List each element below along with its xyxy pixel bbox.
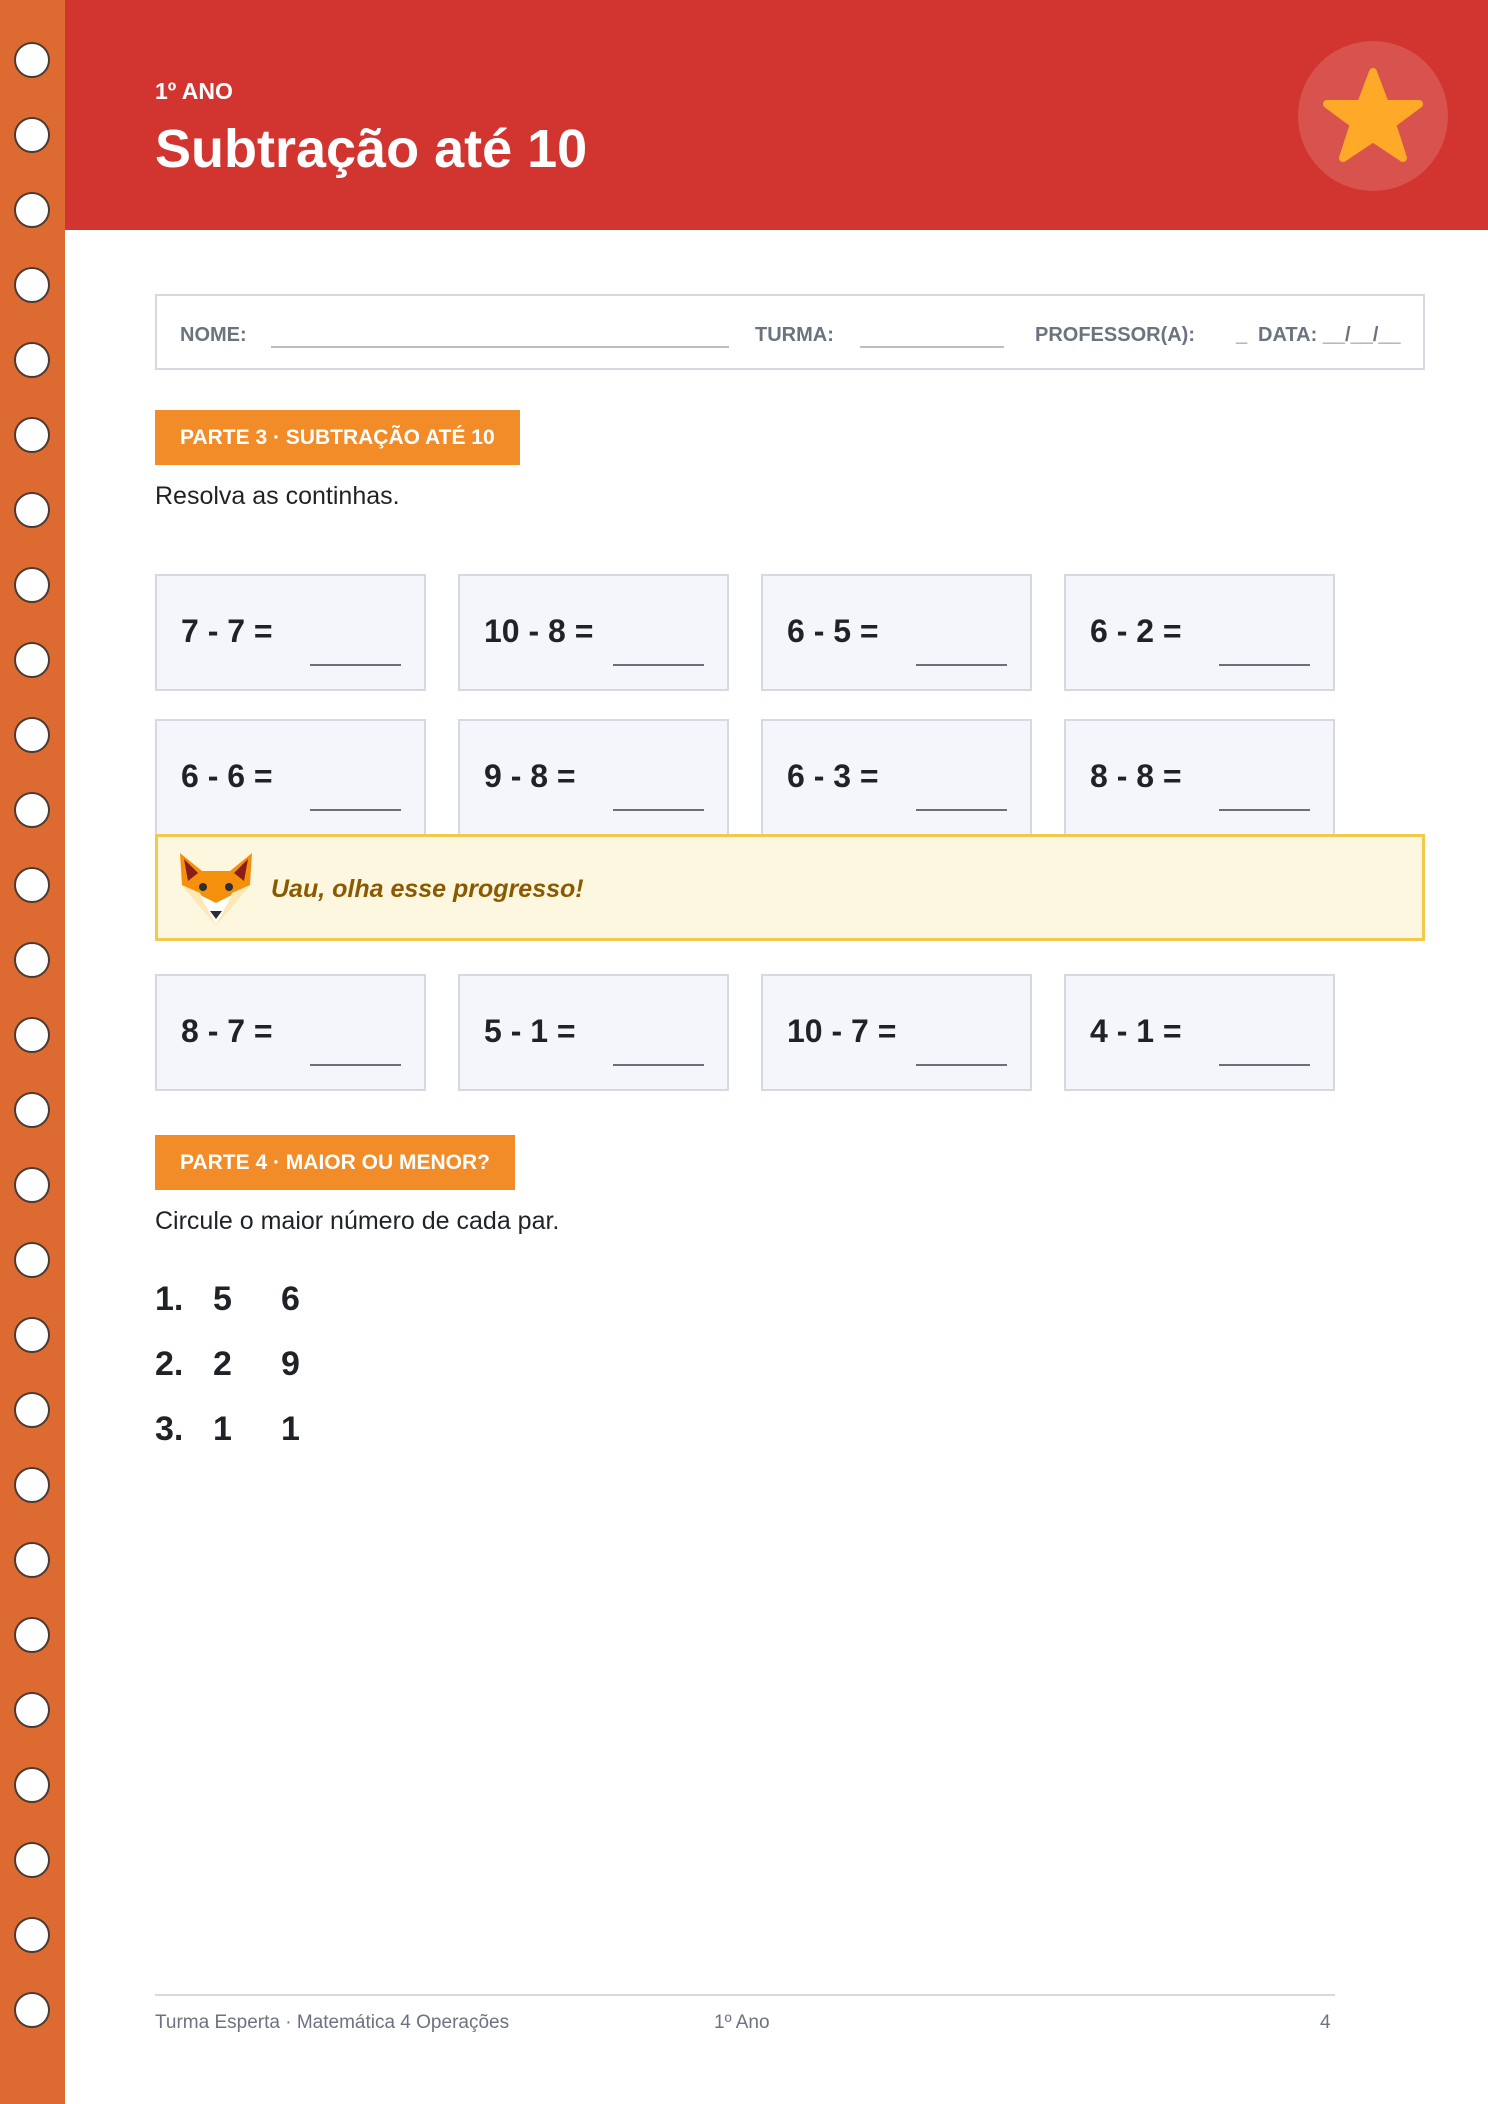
binding-hole xyxy=(14,1617,50,1653)
page-title: Subtração até 10 xyxy=(155,119,588,179)
star-icon xyxy=(1323,66,1423,166)
compare-number-b[interactable]: 6 xyxy=(281,1280,300,1318)
problem-card xyxy=(155,974,426,1091)
answer-line[interactable] xyxy=(613,664,704,666)
encouragement-callout xyxy=(155,834,1425,941)
problem-card xyxy=(155,574,426,691)
binding-hole xyxy=(14,1467,50,1503)
class-label: TURMA: xyxy=(755,324,834,346)
binding-hole xyxy=(14,267,50,303)
footer-left: Turma Esperta · Matemática 4 Operações xyxy=(155,2012,510,2033)
binding-hole xyxy=(14,867,50,903)
binding-hole xyxy=(14,1242,50,1278)
answer-line[interactable] xyxy=(916,664,1007,666)
binding-hole xyxy=(14,342,50,378)
compare-number-a[interactable]: 5 xyxy=(213,1280,232,1318)
problem-text: 6 - 3 = xyxy=(787,758,879,794)
binding-hole xyxy=(14,1017,50,1053)
answer-line[interactable] xyxy=(613,1064,704,1066)
problem-text: 10 - 8 = xyxy=(484,613,594,649)
date-field[interactable]: DATA: __/__/__ xyxy=(1258,324,1401,346)
binding-hole xyxy=(14,1992,50,2028)
compare-number-a[interactable]: 2 xyxy=(213,1345,232,1383)
problem-text: 8 - 8 = xyxy=(1090,758,1182,794)
binding-hole xyxy=(14,567,50,603)
teacher-field[interactable]: _ xyxy=(1236,324,1248,346)
teacher-label: PROFESSOR(A): xyxy=(1035,324,1195,346)
answer-line[interactable] xyxy=(310,1064,401,1066)
part3-instruction: Resolva as continhas. xyxy=(155,482,400,510)
compare-number-b[interactable]: 9 xyxy=(281,1345,300,1383)
answer-line[interactable] xyxy=(310,664,401,666)
binding-hole xyxy=(14,42,50,78)
binding-hole xyxy=(14,117,50,153)
binding-hole xyxy=(14,417,50,453)
problem-card xyxy=(761,974,1032,1091)
binding-hole xyxy=(14,1842,50,1878)
answer-line[interactable] xyxy=(310,809,401,811)
binding-hole xyxy=(14,642,50,678)
answer-line[interactable] xyxy=(1219,664,1310,666)
compare-number-a[interactable]: 1 xyxy=(213,1410,232,1448)
binding-hole xyxy=(14,942,50,978)
binding-hole xyxy=(14,1542,50,1578)
item-number: 2. xyxy=(155,1345,184,1383)
problem-text: 6 - 5 = xyxy=(787,613,879,649)
grade-label: 1º ANO xyxy=(155,78,233,104)
answer-line[interactable] xyxy=(916,1064,1007,1066)
binding-hole xyxy=(14,1317,50,1353)
problem-text: 9 - 8 = xyxy=(484,758,576,794)
footer-center: 1º Ano xyxy=(714,2012,770,2033)
binding-hole xyxy=(14,1167,50,1203)
problem-card xyxy=(1064,719,1335,836)
binding-hole xyxy=(14,1917,50,1953)
problem-text: 6 - 6 = xyxy=(181,758,273,794)
binding-hole xyxy=(14,1392,50,1428)
problem-card xyxy=(458,574,729,691)
problem-text: 8 - 7 = xyxy=(181,1013,273,1049)
problem-text: 10 - 7 = xyxy=(787,1013,897,1049)
part3-tag: PARTE 3 · SUBTRAÇÃO ATÉ 10 xyxy=(155,410,520,465)
problem-text: 6 - 2 = xyxy=(1090,613,1182,649)
binding-hole xyxy=(14,792,50,828)
problem-card xyxy=(458,974,729,1091)
part4-instruction: Circule o maior número de cada par. xyxy=(155,1207,560,1235)
problem-card xyxy=(761,719,1032,836)
answer-line[interactable] xyxy=(1219,1064,1310,1066)
binding-hole xyxy=(14,1767,50,1803)
part4-tag: PARTE 4 · MAIOR OU MENOR? xyxy=(155,1135,515,1190)
problem-text: 5 - 1 = xyxy=(484,1013,576,1049)
binding-hole xyxy=(14,717,50,753)
answer-line[interactable] xyxy=(1219,809,1310,811)
item-number: 3. xyxy=(155,1410,184,1448)
answer-line[interactable] xyxy=(916,809,1007,811)
callout-text: Uau, olha esse progresso! xyxy=(271,875,584,903)
problem-text: 4 - 1 = xyxy=(1090,1013,1182,1049)
compare-number-b[interactable]: 1 xyxy=(281,1410,300,1448)
binding-hole xyxy=(14,1692,50,1728)
page-header xyxy=(65,0,1488,230)
spiral-binding xyxy=(0,0,65,2104)
page-number: 4 xyxy=(1320,2012,1331,2033)
problem-card xyxy=(761,574,1032,691)
fox-icon xyxy=(174,851,258,927)
problem-card xyxy=(1064,974,1335,1091)
student-info-box xyxy=(155,294,1425,370)
binding-hole xyxy=(14,1092,50,1128)
binding-hole xyxy=(14,192,50,228)
item-number: 1. xyxy=(155,1280,184,1318)
problem-card xyxy=(458,719,729,836)
footer-divider xyxy=(155,1994,1335,1996)
problem-card xyxy=(1064,574,1335,691)
name-label: NOME: xyxy=(180,324,247,346)
problem-text: 7 - 7 = xyxy=(181,613,273,649)
name-field[interactable] xyxy=(271,346,729,348)
class-field[interactable] xyxy=(860,346,1004,348)
star-badge xyxy=(1298,41,1448,191)
answer-line[interactable] xyxy=(613,809,704,811)
binding-hole xyxy=(14,492,50,528)
problem-card xyxy=(155,719,426,836)
